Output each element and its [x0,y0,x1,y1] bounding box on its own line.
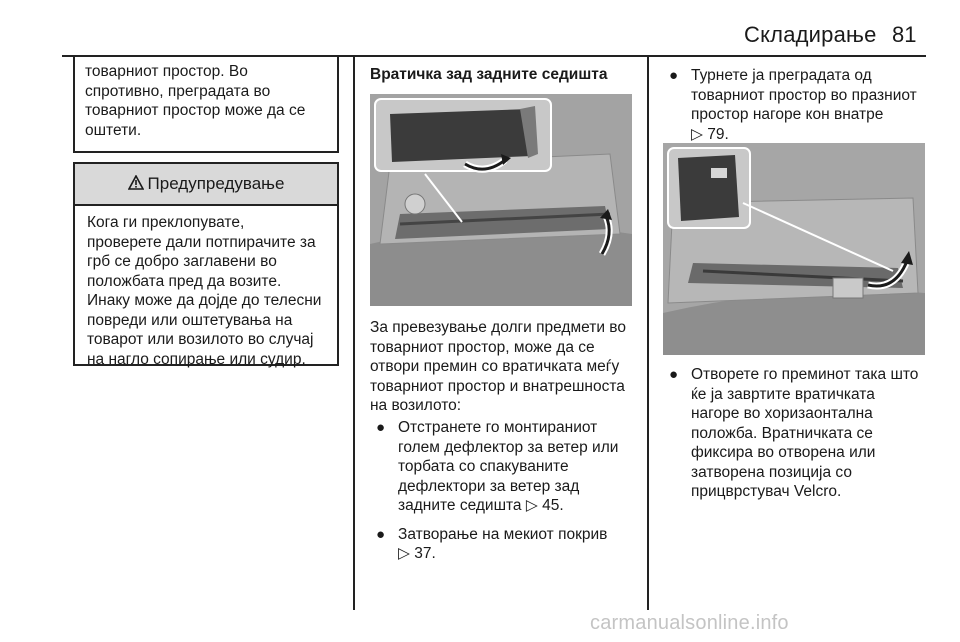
bullet-dot: ● [669,67,679,84]
text-line: положбата пред да возите. [87,272,282,290]
text-line: простор нагоре кон внатре [691,106,884,123]
text-line: прицврстувач Velcro. [691,483,842,500]
text-line: товарниот простор, може да се [370,338,595,356]
page-header-title: Складирање [744,22,877,47]
text-line: проверете дали потпирачите за [87,233,316,251]
text-line: Турнете ја преградата од [691,67,872,84]
section-title: Вратичка зад задните седишта [370,66,608,83]
text-line: положба. Вратничката се [691,424,873,442]
page-number: 81 [892,22,917,47]
text-line: Отворете го преминот така што [691,366,919,383]
text-line: повреди или оштетувања на [87,311,293,329]
text-line: За превезување долги предмети во [370,319,626,336]
bullet-list [663,365,929,511]
warning-triangle-icon [128,174,144,194]
watermark: carmanualsonline.info [590,612,789,634]
text-line: фиксира во отворена или [691,444,876,461]
text-line: Отстранете го монтираниот [398,419,598,436]
bullet-dot: ● [669,366,679,383]
trunk-passthrough-illustration [370,94,632,306]
warning-header [75,164,337,206]
column-divider-left [353,57,355,610]
list-item [663,365,929,502]
warning-box [73,162,339,366]
text-line: на нагло сопирање или судир. [87,350,306,368]
text-line: Инаку може да дојде до телесни [87,292,322,309]
text-line: ▷ 37. [398,545,436,562]
bullet-list [370,418,640,573]
warning-title: Предупредување [147,174,285,193]
warning-body [87,213,337,369]
text-line: ▷ 79. [691,125,729,143]
text-line: нагоре во хоризаонтална [691,405,873,422]
text-line: затворена позиција со [691,463,852,481]
list-item [370,525,640,564]
text-line: товарниот простор и внатрешноста [370,377,625,395]
cargo-partition-illustration [663,143,925,355]
text-line: на возилото: [370,397,462,414]
text-line: задните седишта ▷ 45. [398,497,564,514]
text-line: грб се добро заглавени во [87,253,277,270]
text-line: Кога ги преклопувате, [87,214,245,231]
text-line: товарниот простор. Во [85,63,248,80]
text-line: голем дефлектор за ветер или [398,438,619,456]
text-line: ќе ја завртите вратичката [691,385,875,403]
list-item [370,418,640,516]
continued-warning-box [73,57,339,153]
text-line: оштети. [85,121,142,139]
bullet-dot: ● [376,419,386,436]
list-item [663,66,929,144]
bullet-dot: ● [376,525,386,543]
continued-text [85,62,335,140]
bullet-list [663,66,929,153]
column-divider-right [647,57,649,610]
text-line: дефлектори за ветер зад [398,477,580,495]
passthrough-paragraph [370,318,634,416]
text-line: отвори премин со вратичката меѓу [370,358,620,375]
text-line: товарот или возилото во случај [87,331,314,348]
text-line: товарниот простор може да се [85,102,306,119]
text-line: торбата со спакуваните [398,458,569,475]
text-line: товарниот простор во празниот [691,86,917,104]
text-line: спротивно, преградата во [85,82,271,100]
text-line: Затворање на мекиот покрив [398,525,608,543]
